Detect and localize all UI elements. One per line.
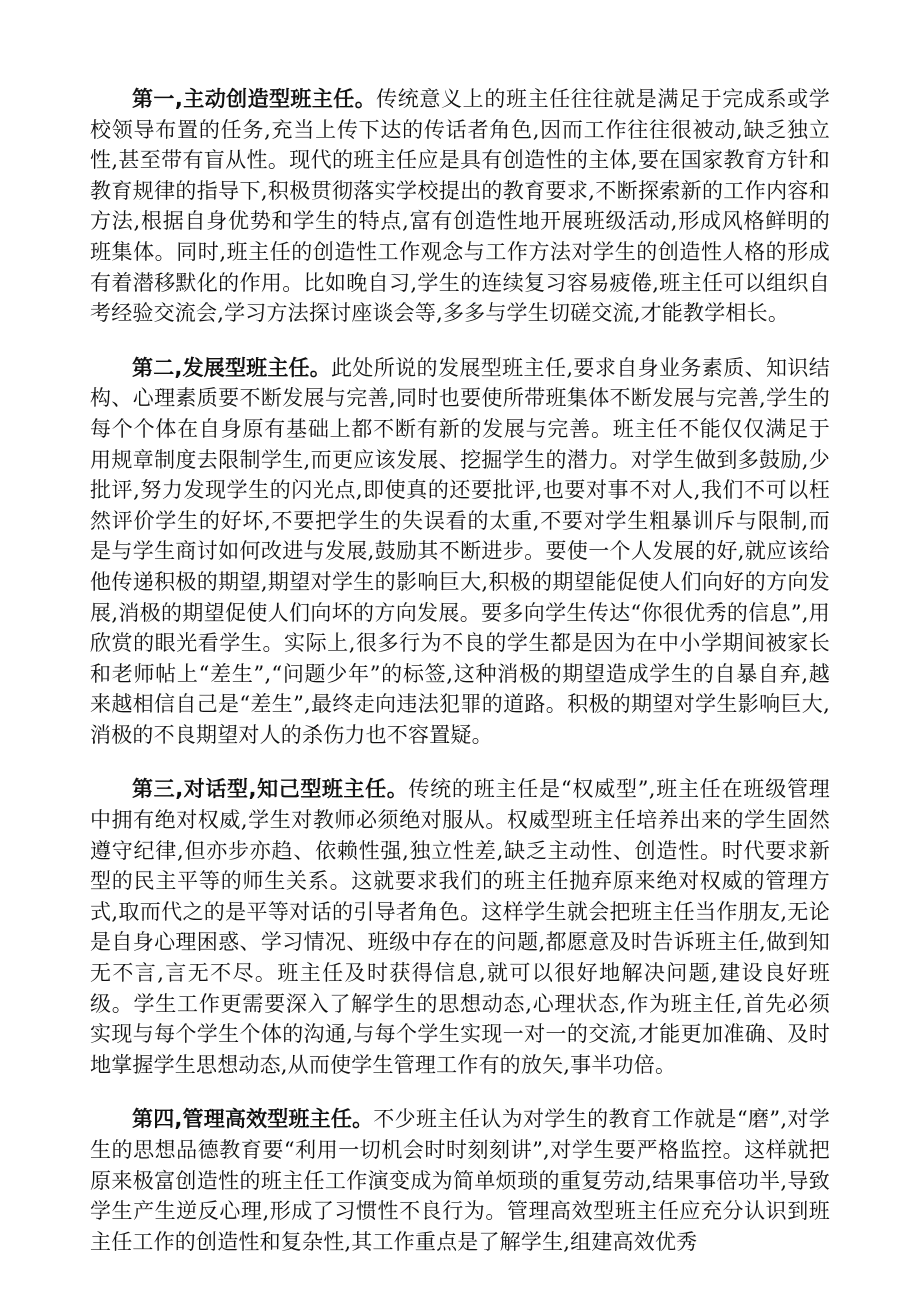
paragraph-4-heading: 第四,管理高效型班主任。 xyxy=(132,1107,374,1132)
document-page xyxy=(90,84,830,1281)
paragraph-4 xyxy=(90,1104,830,1257)
paragraph-2 xyxy=(90,353,830,751)
paragraph-1-body: 传统意义上的班主任往往就是满足于完成系或学校领导布置的任务,充当上传下达的传话者角色,因而工作往往很被动,缺乏独立性,甚至带有盲从性。现代的班主任应是具有创造性的主体,要在国家教育方针和教育规律的指导下,积极贯彻落实学校提出的教育要求,不断探索新的工作内容和方法,根据自身优势和学生的特点,富有创造性地开展班级活动,形成风格鲜明的班集体。同时,班主任的创造性工作观念与工作方法对学生的创造性人格的形成有着潜移默化的作用。比如晚自习,学生的连续复习容易疲倦,班主任可以组织自考经验交流会,学习方法探讨座谈会等,多多与学生切磋交流,才能教学相长。 xyxy=(90,87,830,326)
paragraph-3 xyxy=(90,774,830,1080)
paragraph-3-body: 传统的班主任是“权威型”,班主任在班级管理中拥有绝对权威,学生对教师必须绝对服从。权威型班主任培养出来的学生固然遵守纪律,但亦步亦趋、依赖性强,独立性差,缺乏主动性、创造性。时代要求新型的民主平等的师生关系。这就要求我们的班主任抛弃原来绝对权威的管理方式,取而代之的是平等对话的引导者角色。这样学生就会把班主任当作朋友,无论是自身心理困惑、学习情况、班级中存在的问题,都愿意及时告诉班主任,做到知无不言,言无不尽。班主任及时获得信息,就可以很好地解决问题,建设良好班级。学生工作更需要深入了解学生的思想动态,心理状态,作为班主任,首先必须实现与每个学生个体的沟通,与每个学生实现一对一的交流,才能更加准确、及时地掌握学生思想动态,从而使学生管理工作有的放矢,事半功倍。 xyxy=(90,777,830,1077)
paragraph-2-body: 此处所说的发展型班主任,要求自身业务素质、知识结构、心理素质要不断发展与完善,同时也要使所带班集体不断发展与完善,学生的每个个体在自身原有基础上都不断有新的发展与完善。班主任不能仅仅满足于用规章制度去限制学生,而更应该发展、挖掘学生的潜力。对学生做到多鼓励,少批评,努力发现学生的闪光点,即使真的还要批评,也要对事不对人,我们不可以枉然评价学生的好坏,不要把学生的失误看的太重,不要对学生粗暴训斥与限制,而是与学生商讨如何改进与发展,鼓励其不断进步。要使一个人发展的好,就应该给他传递积极的期望,期望对学生的影响巨大,积极的期望能促使人们向好的方向发展,消极的期望促使人们向坏的方向发展。要多向学生传达“你很优秀的信息”,用欣赏的眼光看学生。实际上,很多行为不良的学生都是因为在中小学期间被家长和老师帖上“差生”,“问题少年”的标签,这种消极的期望造成学生的自暴自弃,越来越相信自己是“差生”,最终走向违法犯罪的道路。积极的期望对学生影响巨大,消极的不良期望对人的杀伤力也不容置疑。 xyxy=(90,355,830,747)
paragraph-1 xyxy=(90,84,830,329)
paragraph-2-heading: 第二,发展型班主任。 xyxy=(132,355,331,380)
paragraph-3-heading: 第三,对话型,知己型班主任。 xyxy=(132,777,409,802)
paragraph-1-heading: 第一,主动创造型班主任。 xyxy=(132,87,377,111)
paragraph-4-body: 不少班主任认为对学生的教育工作就是“磨”,对学生的思想品德教育要“利用一切机会时时刻刻讲”,对学生要严格监控。这样就把原来极富创造性的班主任工作演变成为简单烦琐的重复劳动,结果事倍功半,导致学生产生逆反心理,形成了习惯性不良行为。管理高效型班主任应充分认识到班主任工作的创造性和复杂性,其工作重点是了解学生,组建高效优秀 xyxy=(90,1107,830,1254)
